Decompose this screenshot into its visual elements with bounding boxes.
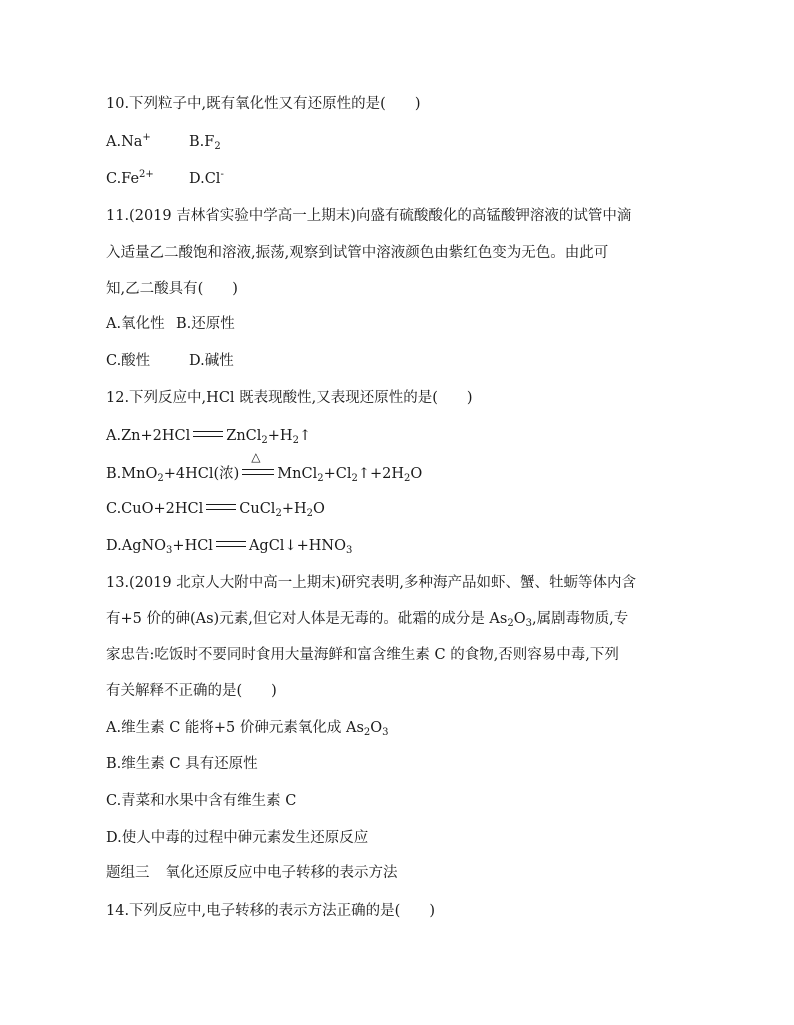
q11-stem-line2: 入适量乙二酸饱和溶液,振荡,观察到试管中溶液颜色由紫红色变为无色。由此可 xyxy=(106,245,609,261)
q12-option-a: A.Zn+2HCl $ZnCl_2+H_2↑$ xyxy=(106,428,312,446)
q11-option-b: B.还原性 xyxy=(176,316,235,332)
q13-stem-line4: 有关解释不正确的是( ) xyxy=(106,683,277,699)
q12-option-c: C.CuO+2HCl $CuCl_2+H_2O$ xyxy=(106,501,325,519)
q11-option-d: D.碱性 xyxy=(189,353,234,369)
section-heading xyxy=(106,863,398,883)
q10-option-a: A.Na+ xyxy=(106,132,151,150)
section-title: 氧化还原反应中电子转移的表示方法 xyxy=(165,865,398,881)
equals-sign xyxy=(206,504,236,510)
q12-option-b: B.MnO$_2$+4HCl(浓) △ $MnCl_2+Cl_2↑+2H_2O$ xyxy=(106,450,423,484)
q11-option-c: C.酸性 xyxy=(106,353,151,369)
q10-option-d: D.Cl- xyxy=(189,169,224,187)
q11-stem-line3: 知,乙二酸具有( ) xyxy=(106,281,238,297)
q12-stem: 12.下列反应中,HCl 既表现酸性,又表现还原性的是( ) xyxy=(106,390,473,406)
q11-option-a: A.氧化性 xyxy=(106,316,165,332)
q10-stem: 10.下列粒子中,既有氧化性又有还原性的是( ) xyxy=(106,96,421,112)
q13-option-a: A.维生素 C 能将+5 价砷元素氧化成 $As_2O_3$ xyxy=(106,720,389,738)
q13-option-d: D.使人中毒的过程中砷元素发生还原反应 xyxy=(106,830,369,846)
q13-option-b: B.维生素 C 具有还原性 xyxy=(106,756,258,772)
q12-option-d: D.AgNO$_3$+HCl $AgCl↓+HNO_3$ xyxy=(106,538,353,556)
equals-sign xyxy=(193,431,223,437)
q13-stem-line3: 家忠告:吃饭时不要同时食用大量海鲜和富含维生素 C 的食物,否则容易中毒,下列 xyxy=(106,647,619,663)
q13-stem-line2: 有+5 价的砷(As)元素,但它对人体是无毒的。砒霜的成分是 $As_2O_3$,属剧毒物质,专 xyxy=(106,611,629,629)
q11-stem-line1: 11.(2019 吉林省实验中学高一上期末)向盛有硫酸酸化的高锰酸钾溶液的试管中滴 xyxy=(106,208,632,224)
q10-option-c: $C.Fe^{2+}$ xyxy=(106,169,154,187)
q10-option-b: $B.F_2$ xyxy=(189,134,221,152)
section-label: 题组三 xyxy=(106,865,150,881)
equals-sign xyxy=(216,541,246,547)
heat-equals-sign xyxy=(242,450,274,475)
heat-condition: △ xyxy=(251,450,261,464)
q13-stem-line1: 13.(2019 北京人大附中高一上期末)研究表明,多种海产品如虾、蟹、牡蛎等体内含 xyxy=(106,575,636,591)
q13-option-c: C.青菜和水果中含有维生素 C xyxy=(106,793,297,809)
q14-stem: 14.下列反应中,电子转移的表示方法正确的是( ) xyxy=(106,903,435,919)
